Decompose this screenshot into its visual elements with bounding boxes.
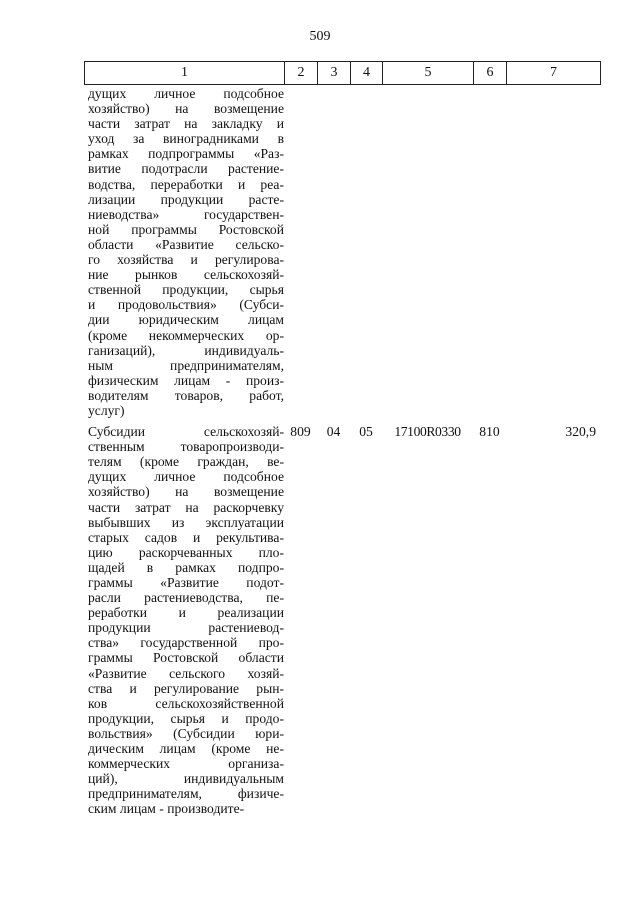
description-line: водителям товаров, работ, — [88, 387, 284, 403]
description-line: хозяйство) на возмещение — [88, 484, 284, 500]
description-line: рамках подпрограммы «Раз- — [88, 146, 284, 162]
description-line: уход за виноградниками в — [88, 131, 284, 147]
table-body — [84, 86, 600, 817]
table-row — [84, 424, 600, 816]
description-line: щадей в рамках подпро- — [88, 559, 284, 575]
description-line: части затрат на раскорчевку — [88, 499, 284, 515]
description-line: го хозяйства и регулирова- — [88, 252, 284, 268]
description-line: водства, переработки и реа- — [88, 176, 284, 192]
description-line: области «Развитие сельско- — [88, 236, 284, 252]
description-line: телям (кроме граждан, ве- — [88, 454, 284, 470]
row-amount: 320,9 — [565, 424, 596, 440]
description-line: услуг) — [88, 402, 125, 418]
description-line: граммы Ростовской области — [88, 650, 284, 666]
row-target-code: 17100R0330 — [394, 424, 461, 440]
description-line: лизации продукции расте- — [88, 191, 284, 207]
description-line: продукции, сырья и продо- — [88, 710, 284, 726]
description-line: части затрат на закладку и — [88, 116, 284, 132]
description-line: коммерческих организа- — [88, 756, 284, 772]
header-col-3: 3 — [318, 62, 351, 85]
description-line: витие подотрасли растение- — [88, 161, 284, 177]
description-line: ства и регулирование рын- — [88, 680, 284, 696]
description-line: ным предпринимателям, — [88, 357, 284, 373]
description-line: предпринимателям, физиче- — [88, 786, 284, 802]
description-line: ной программы Ростовской — [88, 221, 284, 237]
description-line: дическим лицам (кроме не- — [88, 741, 284, 757]
description-line: старых садов и рекультива- — [88, 529, 284, 545]
description-line: реработки и реализации — [88, 605, 284, 621]
description-line: ственным товаропроизводи- — [88, 439, 284, 455]
description-line: ганизаций), индивидуаль- — [88, 342, 284, 358]
description-line: ства» государственной про- — [88, 635, 284, 651]
description-line: «Развитие сельского хозяй- — [88, 665, 284, 681]
row-expense-type: 810 — [479, 424, 500, 440]
description-line: дущих личное подсобное — [88, 86, 284, 101]
description-line: продукции растениевод- — [88, 620, 284, 636]
description-line: ций), индивидуальным — [88, 771, 284, 787]
description-line: ниеводства» государствен- — [88, 206, 284, 222]
row-description — [84, 424, 284, 816]
header-col-2: 2 — [285, 62, 318, 85]
description-line: ственной продукции, сырья — [88, 282, 284, 298]
description-line: хозяйство) на возмещение — [88, 101, 284, 117]
table-row — [84, 86, 600, 418]
description-line: ков сельскохозяйственной — [88, 695, 284, 711]
header-col-4: 4 — [351, 62, 383, 85]
header-col-7: 7 — [507, 62, 601, 85]
description-line: физическим лицам - произ- — [88, 372, 284, 388]
header-col-6: 6 — [474, 62, 507, 85]
description-line: Субсидии сельскохозяй- — [88, 424, 284, 440]
description-line: вольствия» (Субсидии юри- — [88, 725, 284, 741]
header-col-1: 1 — [85, 62, 285, 85]
description-line: дии юридическим лицам — [88, 312, 284, 328]
description-line: ским лицам - производите- — [88, 801, 245, 817]
description-line: дущих личное подсобное — [88, 469, 284, 485]
description-line: цию раскорчеванных пло- — [88, 544, 284, 560]
table-header — [84, 61, 601, 85]
description-line: и продовольствия» (Субси- — [88, 297, 284, 313]
description-line: расли растениеводства, пе- — [88, 590, 284, 606]
description-line: выбывших из эксплуатации — [88, 514, 284, 530]
row-description — [84, 86, 284, 418]
header-col-5: 5 — [383, 62, 474, 85]
description-line: граммы «Развитие подот- — [88, 575, 284, 590]
description-line: ние рынков сельскохозяй- — [88, 267, 284, 283]
row-subsection-code: 04 — [326, 424, 341, 440]
row-item-code: 05 — [359, 424, 373, 440]
description-line: (кроме некоммерческих ор- — [88, 327, 284, 343]
page-number: 509 — [309, 29, 331, 44]
row-section-code: 809 — [290, 424, 311, 440]
